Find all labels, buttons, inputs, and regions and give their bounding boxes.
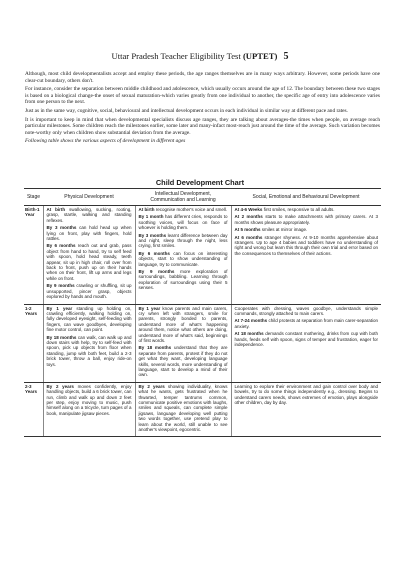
physical-cell — [43, 382, 135, 437]
milestone-entry — [235, 384, 379, 406]
stage-cell: Birth-1 Year — [24, 206, 43, 305]
physical-cell — [43, 206, 135, 305]
table-caption: Following table shows the various aspects of development in different ages — [25, 138, 186, 145]
table-body — [24, 206, 381, 437]
intellectual-cell — [135, 206, 231, 305]
milestone-age: By 2 years — [138, 383, 165, 389]
stage-cell: 2-3 Years — [24, 382, 43, 437]
milestone-entry — [235, 214, 379, 225]
milestone-entry — [139, 269, 228, 291]
milestone-entry — [235, 318, 379, 329]
milestone-text: moves confidently, enjoy handling objects, build a 6 brick tower, can run, climb and walk up and down 2 feet per step, enjoy moving to music, push himself along on a tricycle, turn pages of a book, manipulate jigsaw pieces. — [46, 383, 132, 416]
milestone-entry — [235, 331, 379, 347]
chart-title: Child Development Chart — [155, 178, 245, 187]
milestone-text: recognise mother's voice and smell. — [154, 207, 228, 212]
milestone-age: By 18 months — [138, 345, 172, 351]
social-cell — [231, 382, 381, 437]
milestone-age: At 2 months — [234, 214, 263, 220]
social-cell — [231, 206, 381, 305]
milestone-entry — [139, 384, 228, 433]
page-header — [0, 51, 400, 62]
milestone-entry — [235, 227, 379, 232]
milestone-text: swallowing, sucking, rooting, grasp, startle, walking and standing reflexes. — [46, 207, 132, 223]
milestone-entry — [235, 207, 379, 212]
milestone-text: Learning to explore their environment and gain control over body and bowels, try to do some things independently e.g., dressing. Begins to understand carers needs, shows extremes of emotion, plays alongside other children, day by day. — [234, 383, 378, 405]
body-text — [25, 71, 380, 147]
page-number: 5 — [283, 51, 289, 62]
milestone-text: stranger shyness. At 9-10 months apprehensive about strangers. Up to age 4 babies and toddlers have no understanding of right and wrong but learn this through their own trial and error based on the consequences to themselves of their actions. — [234, 234, 378, 256]
paragraph: Although, most child developmentalists accept and employ these periods, the age ranges themselves are in many ways arbitrary. However, some periods have one clear-cut boundary, others don't. — [25, 71, 380, 84]
milestone-age: At birth — [138, 207, 155, 212]
milestone-text: first smiles, responsive to all adults. — [262, 207, 335, 212]
milestone-text: Cooperates with dressing, waves goodbye, understands simple commands, strongly attached to main carers. — [234, 305, 378, 316]
milestone-age: By 1 year — [46, 305, 73, 311]
milestone-age: At 7-24 months — [234, 318, 268, 324]
milestone-entry — [47, 225, 132, 241]
table-row — [24, 206, 381, 305]
milestone-text: can hold head up when lying on front, play with fingers, hold rattles. — [46, 225, 132, 242]
milestone-age: At 18 months — [234, 331, 264, 337]
table-row — [24, 304, 381, 382]
milestone-age: By 6 months — [138, 250, 170, 256]
milestone-entry — [139, 345, 228, 377]
milestone-text: understand that they are separate from parents, protest if they do not get what they want, developing language skills, several words, more understanding of language, start to develop a mind of their own. — [138, 345, 228, 378]
milestone-age: By 18 months — [46, 334, 77, 340]
milestone-age: By 3 months — [46, 225, 77, 231]
milestone-text: standing up holding on, crawling efficiently, walking holding on, fully developed eyesight, self-feeding with fingers, can wave goodbyes, developing fine motor control, can point. — [46, 305, 132, 333]
milestone-text: reach out and grab, pass object from hand to hand, try to self feed with spoon, hold head steady, teeth appear, sit up in high chair, roll over from back to front, push up on their hands when on their front, lift up arms and legs while on front. — [46, 243, 132, 281]
milestone-text: know parents and main carers, cry when left with strangers, smile for parents, strongly bonded to parents, understand more of what's happening around them, notice what others are doing, understand more of what's said, beginnings of first words. — [138, 305, 228, 343]
header-tag: (UPTET) — [242, 51, 278, 61]
table-row — [24, 382, 381, 437]
milestone-entry — [139, 233, 228, 249]
milestone-entry — [47, 384, 132, 416]
stage-cell: 1-2 Years — [24, 304, 43, 382]
header-title: Uttar Pradesh Teacher Eligibility Test — [111, 51, 241, 61]
table-header-row — [24, 189, 381, 206]
milestone-age: At 4-6 Weeks — [234, 207, 263, 212]
milestone-text: more exploration of surroundings, babbling. Learning through exploration of surroundings using their 5 senses. — [138, 269, 228, 291]
milestone-entry — [47, 335, 132, 367]
intellectual-cell — [135, 382, 231, 437]
physical-cell — [43, 304, 135, 382]
milestone-age: By 2 years — [46, 383, 74, 389]
milestone-text: demands constant mothering, drinks from cup with both hands, feeds self with spoon, signs of temper and frustration, eager for independence. — [234, 331, 378, 347]
milestone-entry — [139, 214, 228, 230]
milestone-entry — [47, 306, 132, 333]
milestone-entry — [47, 283, 132, 299]
milestone-entry — [139, 251, 228, 267]
header-physical: Physical Development — [43, 189, 135, 206]
paragraph: Just as in the same way, cognitive, social, behavioural and intellectual development occurs in each individual in similar way at different pace and rates. — [25, 107, 348, 114]
header-intellectual: Intellectual Development, Communication and Learning — [135, 189, 231, 206]
milestone-age: By 1 month — [138, 214, 164, 220]
milestone-text: starts to make attachments with primary carers. At 3 months shows pleasure appropriately. — [234, 214, 378, 225]
milestone-age: By 1 year — [138, 305, 161, 311]
milestone-text: learnt difference between day and night, sleep through the night, less crying, first smiles. — [138, 232, 228, 249]
paragraph: It is important to keep in mind that when developmental specialists discuss age ranges, they are talking about averages-the times when people, on average reach particular milestones. Some children reach the milestones earlier, some later and many-infact most-reach just around the time of the average. Such variation becomes note-worthy only when children show substantial deviation from the average. — [25, 116, 380, 136]
milestone-age: At birth — [46, 207, 66, 212]
milestone-entry — [47, 243, 132, 281]
milestone-age: By 6 months — [46, 243, 76, 249]
milestone-entry — [235, 306, 379, 317]
milestone-age: By 9 months — [46, 283, 75, 289]
milestone-entry — [47, 207, 132, 223]
milestone-age: By 9 months — [138, 269, 175, 275]
milestone-entry — [139, 306, 228, 344]
milestone-text: can walk, can walk up and down stairs with help, try to self-feed with spoon, pick up objects from floor when standing, jump with both feet, build a 2-3 brick tower, throw a ball, enjoy ride-on toys. — [46, 334, 132, 367]
milestone-text: smiles at mirror image. — [260, 227, 308, 233]
header-social: Social, Emotional and Behavioural Development — [231, 189, 381, 206]
milestone-text: has different cries, responds to soothing voices, will focus on face of whoever is holding them. — [138, 214, 228, 231]
social-cell — [231, 304, 381, 382]
milestone-text: child protests at separation from main carer-separation anxiety. — [234, 318, 378, 329]
milestone-age: At 6 months — [234, 234, 263, 240]
intellectual-cell — [135, 304, 231, 382]
paragraph: For instance, consider the separation between middle childhood and adolescence, which usually occurs around the age of 12. The boundary between these two stages is based on a biological change-the onset of sexual maturation-which varies greatly from one individual to another, the specific age of entry into adolescence varies from one person to the next. — [25, 86, 380, 106]
milestone-text: crawling or shuffling, sit up unsupported, pincer grasp, objects explored by hands and mouth. — [46, 283, 132, 300]
milestone-age: By 3 months — [138, 232, 167, 238]
milestone-age: At 5 months — [234, 227, 261, 233]
milestone-entry — [235, 235, 379, 257]
development-table — [24, 188, 381, 437]
header-stage: Stage — [24, 189, 43, 206]
milestone-text: showing individuality, knows what he wants, gets frustrated when he thwarted, temper tantrums common, communicate positive emotions with laughs, smiles and squeals, can complete simple jigsaws, language developing well putting two words together, use pretend play to learn about the world, still unable to see another's viewpoint, egocentric. — [138, 383, 228, 433]
milestone-text: can focus on interesting objects, start to show understanding of language, try to communicate. — [138, 250, 228, 267]
milestone-entry — [139, 207, 228, 212]
